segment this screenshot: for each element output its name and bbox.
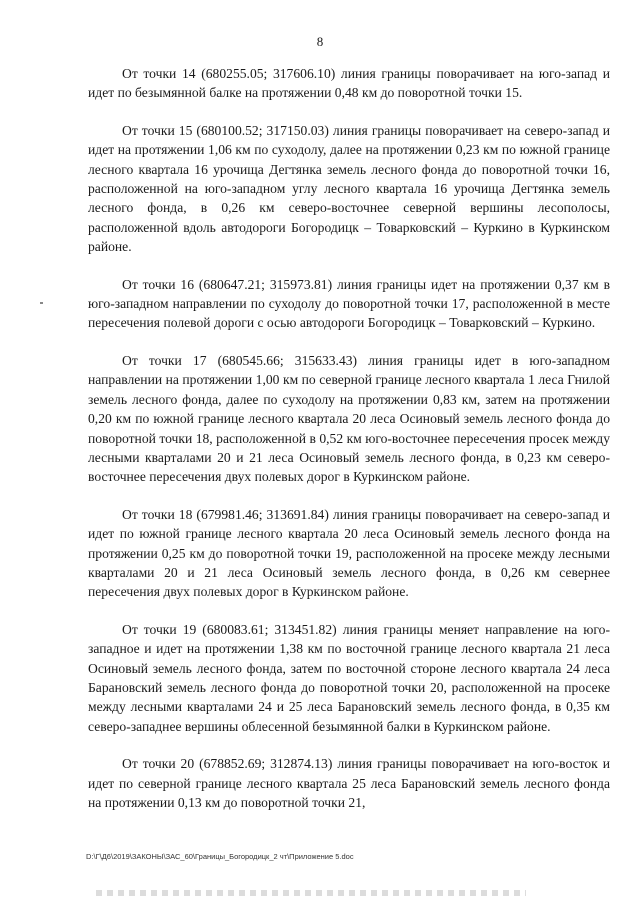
paragraph-point-15: От точки 15 (680100.52; 317150.03) линия границы поворачивает на северо-запад и идет на протяжении 1,06 км по суходолу, далее на протяжении 0,23 км по южной границе лесного квартала 16 урочища Дегтянка земель лесного фонда до поворотной точки 16, расположенной на юго-западном углу лесного квартала 16 урочища Дегтянка земель лесного фонда, в 0,26 км северо-восточнее северной вершины лесополосы, расположенной вдоль автодороги Богородицк – Товарковский – Куркино в Куркинском районе. [88,122,610,255]
paragraph-point-19: От точки 19 (680083.61; 313451.82) линия границы меняет направление на юго-западное и идет на протяжении 1,38 км по восточной границе лесного квартала 21 леса Осиновый земель лесного фонда, затем по восточной стороне лесного квартала 24 леса Барановский земель лесного фонда до поворотной точки 20, расположенной на просеке между лесными кварталами 24 и 25 леса Барановский земель лесного фонда, в 0,35 км северо-западнее вершины облесенной безымянной балки в Куркинском районе. [88,621,610,734]
paragraph-point-20: От точки 20 (678852.69; 312874.13) линия границы поворачивает на юго-восток и идет по северной границе лесного квартала 25 леса Барановский земель лесного фонда на протяжении 0,13 км до поворотной точки 21, [88,756,610,810]
paragraph-point-16: От точки 16 (680647.21; 315973.81) линия границы идет на протяжении 0,37 км в юго-западном направлении по суходолу до поворотной точки 17, расположенной в месте пересечения полевой дороги с осью автодороги Богородицк – Товарковский – Куркино. [88,276,610,331]
paragraph-point-18: От точки 18 (679981.46; 313691.84) линия границы поворачивает на северо-запад и идет по южной границе лесного квартала 20 леса Осиновый земель лесного фонда на протяжении 0,25 км до поворотной точки 19, расположенной на просеке между лесными кварталами 20 и 21 леса Осиновый земель лесного фонда, в 0,26 км севернее пересечения двух полевых дорог в Куркинском районе. [88,506,610,600]
page-number: 8 [316,34,324,49]
paragraph-point-14: От точки 14 (680255.05; 317606.10) линия границы поворачивает на юго-запад и идет по безымянной балке на протяжении 0,48 км до поворотной точки 15. [88,66,610,101]
bleed-through-line [96,890,526,896]
paragraph-point-17: От точки 17 (680545.66; 315633.43) линия границы идет в юго-западном направлении на протяжении 1,00 км по северной границе лесного квартала 1 леса Гнилой земель лесного фонда, далее по суходолу на протяжении 0,83 км, затем на протяжении 0,20 км по южной границе лесного квартала 20 леса Осиновый земель лесного фонда до поворотной точки 18, расположенной в 0,52 км юго-восточнее пересечения просек между лесными кварталами 20 и 21 леса Осиновый земель лесного фонда, в 0,23 км северо-восточнее пересечения двух полевых дорог в Куркинском районе. [88,352,610,485]
document-body [88,64,610,830]
footer-file-path: D:\Г\Д6\2019\ЗАКОНЫ\ЗАС_60\Границы_Богородицк_2 чт\Приложение 5.doc [86,852,354,861]
margin-mark [40,302,43,304]
